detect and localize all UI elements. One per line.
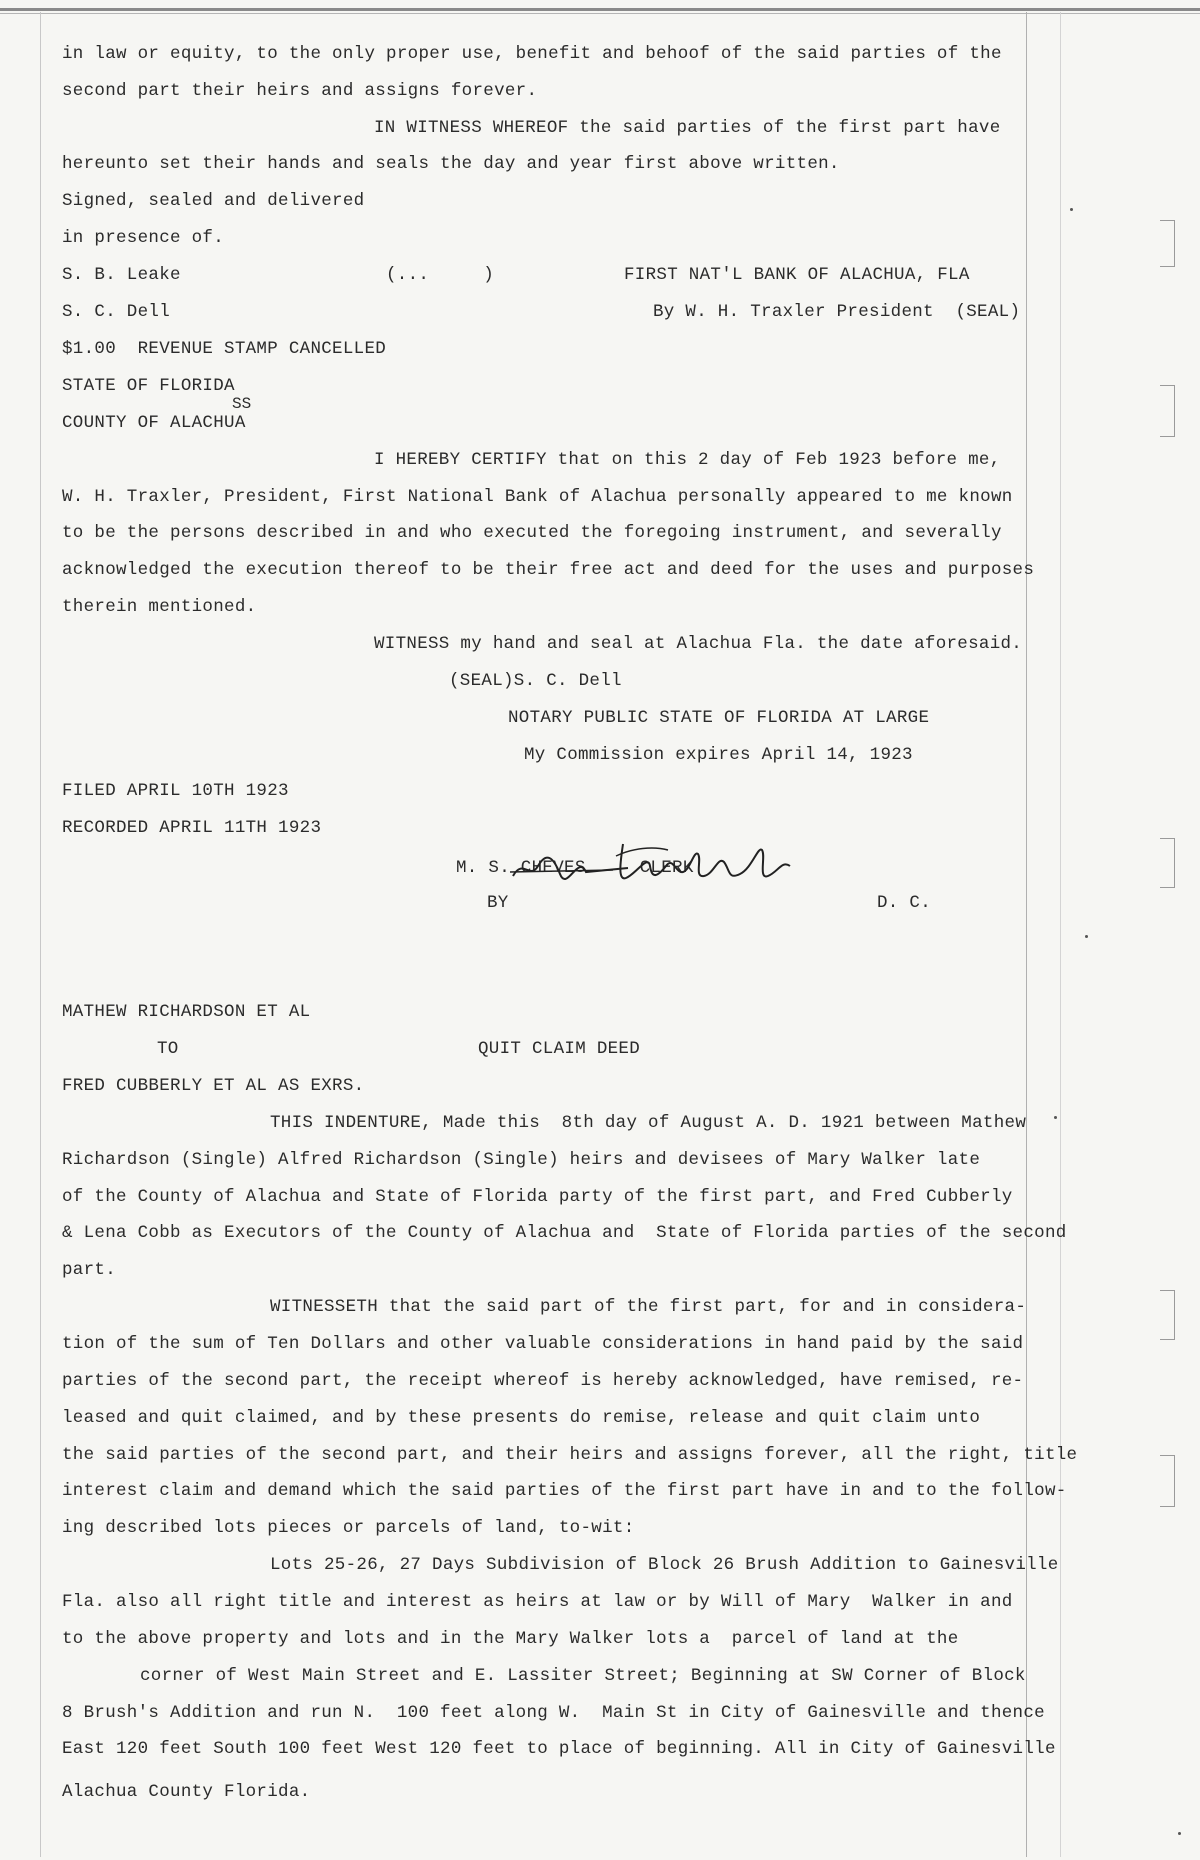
witness-name: S. C. Dell bbox=[62, 302, 171, 322]
binder-bracket bbox=[1160, 1455, 1175, 1507]
right-margin-line-secondary bbox=[1060, 12, 1061, 1857]
witness-name: S. B. Leake bbox=[62, 265, 181, 285]
text-line: to the above property and lots and in the Mary Walker lots a parcel of land at the bbox=[62, 1629, 959, 1649]
top-border bbox=[0, 8, 1200, 11]
recorded-date: RECORDED APRIL 11TH 1923 bbox=[62, 818, 322, 838]
notary-signature: (SEAL)S. C. Dell bbox=[449, 671, 622, 691]
binder-bracket bbox=[1160, 220, 1175, 267]
grantor-bank: FIRST NAT'L BANK OF ALACHUA, FLA bbox=[624, 265, 970, 285]
clerk-line: M. S. CHEVES CLERK bbox=[456, 858, 694, 878]
speck bbox=[1054, 1116, 1057, 1119]
text-line: Fla. also all right title and interest as heirs at law or by Will of Mary Walker in and bbox=[62, 1592, 1013, 1612]
text-line: of the County of Alachua and State of Florida party of the first part, and Fred Cubberly bbox=[62, 1187, 1013, 1207]
county-heading: COUNTY OF ALACHUA bbox=[62, 413, 246, 433]
revenue-stamp-note: $1.00 REVENUE STAMP CANCELLED bbox=[62, 339, 387, 359]
top-border-secondary bbox=[0, 13, 1200, 14]
text-line: I HEREBY CERTIFY that on this 2 day of Feb 1923 before me, bbox=[374, 450, 1001, 470]
text-line: the said parties of the second part, and their heirs and assigns forever, all the right, title bbox=[62, 1445, 1078, 1465]
text-line: & Lena Cobb as Executors of the County of Alachua and State of Florida parties of the second bbox=[62, 1223, 1067, 1243]
to-label: TO bbox=[157, 1039, 179, 1059]
speck bbox=[1178, 1832, 1181, 1835]
text-line: ing described lots pieces or parcels of land, to-wit: bbox=[62, 1518, 635, 1538]
text-line: interest claim and demand which the said parties of the first part have in and to the follow- bbox=[62, 1481, 1067, 1501]
text-line: leased and quit claimed, and by these presents do remise, release and quit claim unto bbox=[62, 1408, 981, 1428]
text-line: 8 Brush's Addition and run N. 100 feet along W. Main St in City of Gainesville and thence bbox=[62, 1703, 1045, 1723]
binder-bracket bbox=[1160, 385, 1175, 437]
text-line: Richardson (Single) Alfred Richardson (Single) heirs and devisees of Mary Walker late bbox=[62, 1150, 981, 1170]
text-line: WITNESS my hand and seal at Alachua Fla. the date aforesaid. bbox=[374, 634, 1023, 654]
text-line: in presence of. bbox=[62, 228, 225, 248]
commission-expiry: My Commission expires April 14, 1923 bbox=[524, 745, 913, 765]
text-line: second part their heirs and assigns forever. bbox=[62, 81, 538, 101]
text-line: parties of the second part, the receipt whereof is hereby acknowledged, have remised, re- bbox=[62, 1371, 1024, 1391]
binder-bracket bbox=[1160, 1290, 1175, 1340]
signatory-line: By W. H. Traxler President (SEAL) bbox=[653, 302, 1021, 322]
grantor-heading: MATHEW RICHARDSON ET AL bbox=[62, 1002, 311, 1022]
deputy-clerk-mark: D. C. bbox=[877, 893, 932, 913]
text-line: therein mentioned. bbox=[62, 597, 257, 617]
binder-bracket bbox=[1160, 838, 1175, 888]
text-line: hereunto set their hands and seals the day and year first above written. bbox=[62, 154, 840, 174]
text-line: W. H. Traxler, President, First National Bank of Alachua personally appeared to me known bbox=[62, 487, 1013, 507]
speck bbox=[1070, 208, 1073, 211]
text-line: Lots 25-26, 27 Days Subdivision of Block 26 Brush Addition to Gainesville bbox=[270, 1555, 1059, 1575]
text-line: to be the persons described in and who executed the foregoing instrument, and severally bbox=[62, 523, 1002, 543]
ss-mark: SS bbox=[232, 395, 252, 413]
text-line: IN WITNESS WHEREOF the said parties of the first part have bbox=[374, 118, 1001, 138]
text-line: corner of West Main Street and E. Lassiter Street; Beginning at SW Corner of Block bbox=[140, 1666, 1026, 1686]
text-line: Signed, sealed and delivered bbox=[62, 191, 365, 211]
notary-title: NOTARY PUBLIC STATE OF FLORIDA AT LARGE bbox=[508, 708, 930, 728]
text-line: tion of the sum of Ten Dollars and other valuable considerations in hand paid by the said bbox=[62, 1334, 1024, 1354]
state-heading: STATE OF FLORIDA bbox=[62, 376, 235, 396]
grantee-heading: FRED CUBBERLY ET AL AS EXRS. bbox=[62, 1076, 365, 1096]
text-line: Alachua County Florida. bbox=[62, 1782, 311, 1802]
by-label: BY bbox=[487, 893, 509, 913]
text-line: part. bbox=[62, 1260, 117, 1280]
text-line: WITNESSETH that the said part of the first part, for and in considera- bbox=[270, 1297, 1027, 1317]
text-line: in law or equity, to the only proper use, benefit and behoof of the said parties of the bbox=[62, 44, 1002, 64]
left-margin-line bbox=[40, 12, 41, 1857]
text-line: acknowledged the execution thereof to be their free act and deed for the uses and purposes bbox=[62, 560, 1035, 580]
speck bbox=[1085, 935, 1088, 938]
text-line: East 120 feet South 100 feet West 120 feet to place of beginning. All in City of Gainesville bbox=[62, 1739, 1056, 1759]
filed-date: FILED APRIL 10TH 1923 bbox=[62, 781, 289, 801]
right-margin-line bbox=[1026, 12, 1027, 1857]
text-line: THIS INDENTURE, Made this 8th day of August A. D. 1921 between Mathew bbox=[270, 1113, 1027, 1133]
handwritten-signature bbox=[508, 836, 808, 896]
deed-type: QUIT CLAIM DEED bbox=[478, 1039, 641, 1059]
seal-mark: (... ) bbox=[386, 265, 495, 285]
